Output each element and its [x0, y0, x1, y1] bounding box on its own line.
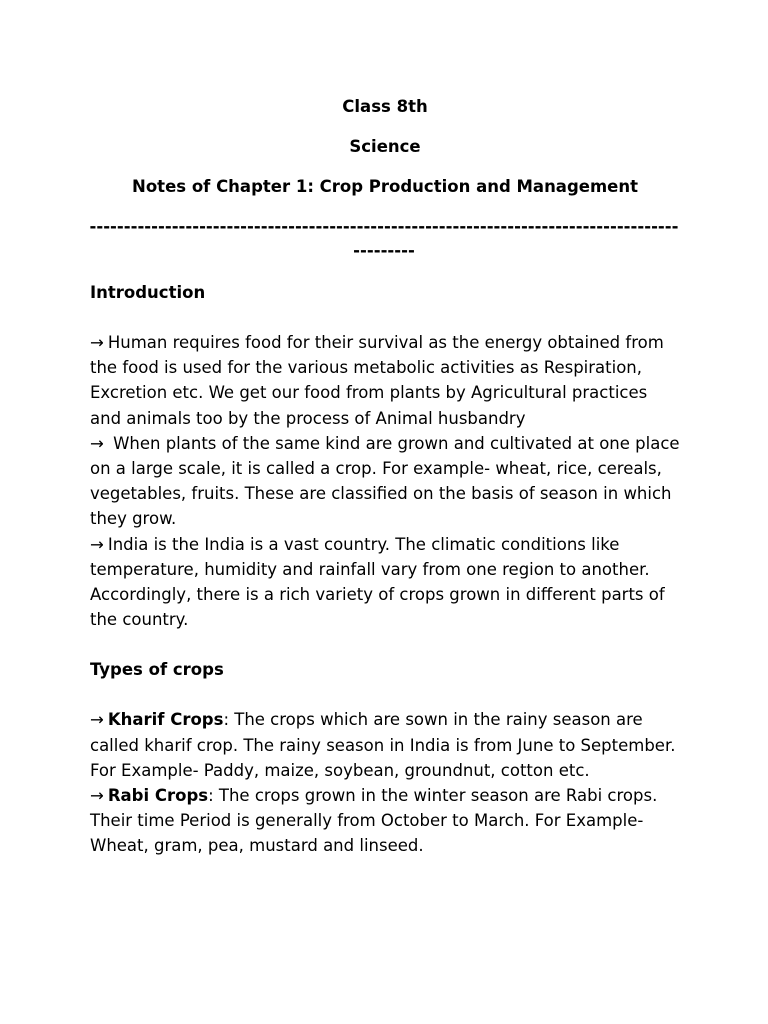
types-of-crops-heading: Types of crops — [90, 660, 224, 680]
crop-type-term: Rabi Crops — [107, 786, 209, 806]
crop-type-description: : The crops grown in the winter season are Rabi crops. Their time Period is generally from October to March. For Example- Wheat, gram, pea, mustard and linseed. — [90, 786, 658, 856]
intro-paragraph-text: India is the India is a vast country. The climatic conditions like temperature, humidity and rainfall vary from one region to another. Accordingly, there is a rich variety of crops grown in different parts of the country. — [90, 534, 665, 630]
arrow-icon: → — [90, 433, 104, 453]
arrow-icon: → — [90, 333, 104, 352]
intro-paragraph-3 — [90, 532, 680, 633]
class-heading: Class 8th — [342, 97, 428, 116]
intro-paragraph-2 — [90, 431, 680, 532]
dashed-divider: ----------------------------------------------------------------------------------------------- — [89, 217, 679, 260]
crop-type-description: : The crops which are sown in the rainy season are called kharif crop. The rainy season in India is from June to September. For Example- Paddy, maize, soybean, groundnut, cotton etc. — [90, 710, 676, 780]
crop-type-kharif — [90, 707, 680, 783]
crop-type-term: Kharif Crops — [107, 710, 224, 730]
introduction-body — [90, 330, 680, 632]
chapter-title: Notes of Chapter 1: Crop Production and Management — [132, 177, 638, 196]
introduction-heading: Introduction — [90, 283, 206, 302]
arrow-icon: → — [90, 786, 104, 806]
types-of-crops-body — [90, 707, 680, 858]
arrow-icon: → — [90, 534, 104, 554]
arrow-icon: → — [90, 710, 104, 730]
intro-paragraph-text: Human requires food for their survival as the energy obtained from the food is used for the various metabolic activities as Respiration, Excretion etc. We get our food from plants by Agricultural practices and animals too by the process of Animal husbandry — [90, 333, 664, 428]
crop-type-rabi — [90, 783, 680, 859]
intro-paragraph-text: When plants of the same kind are grown and cultivated at one place on a large scale, it is called a crop. For example- wheat, rice, cereals, vegetables, fruits. These are classified on the basis of season in which they grow. — [90, 433, 680, 529]
subject-heading: Science — [349, 137, 421, 156]
intro-paragraph-1 — [90, 330, 680, 431]
